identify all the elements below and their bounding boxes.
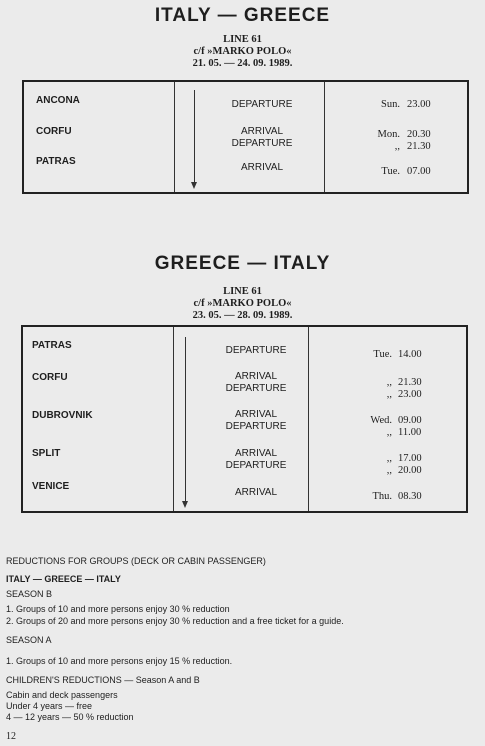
event-label: ARRIVAL bbox=[240, 126, 284, 137]
time-label: 20.00 bbox=[398, 465, 422, 476]
port-name: CORFU bbox=[32, 372, 68, 383]
outbound-title: ITALY — GREECE bbox=[154, 5, 331, 26]
event-label: ARRIVAL bbox=[234, 371, 278, 382]
column-divider bbox=[173, 327, 174, 511]
inbound-line: LINE 61 bbox=[223, 286, 262, 297]
day-label: Mon. bbox=[377, 129, 400, 140]
day-label: Thu. bbox=[372, 491, 392, 502]
column-divider bbox=[324, 82, 325, 192]
time-label: 20.30 bbox=[407, 129, 431, 140]
outbound-period: 21. 05. — 24. 09. 1989. bbox=[192, 58, 293, 69]
season-b-item: 1. Groups of 10 and more persons enjoy 30 % reduction bbox=[6, 604, 230, 614]
event-label: DEPARTURE bbox=[225, 345, 287, 356]
event-label: DEPARTURE bbox=[231, 138, 293, 149]
time-label: 21.30 bbox=[398, 377, 422, 388]
route-arrow bbox=[185, 337, 186, 505]
time-label: 09.00 bbox=[398, 415, 422, 426]
day-label: ,, bbox=[386, 427, 392, 438]
reductions-heading: REDUCTIONS FOR GROUPS (DECK OR CABIN PASSENGER) bbox=[6, 556, 266, 566]
day-label: ,, bbox=[386, 453, 392, 464]
day-label: Sun. bbox=[381, 99, 400, 110]
inbound-ship: c/f »MARKO POLO« bbox=[193, 298, 292, 309]
event-label: ARRIVAL bbox=[240, 162, 284, 173]
inbound-title: GREECE — ITALY bbox=[154, 253, 331, 274]
season-b-heading: SEASON B bbox=[6, 589, 53, 599]
outbound-ship: c/f »MARKO POLO« bbox=[193, 46, 292, 57]
route-arrow bbox=[194, 90, 195, 186]
time-label: 23.00 bbox=[407, 99, 431, 110]
season-b-item: 2. Groups of 20 and more persons enjoy 30 % reduction and a free ticket for a guide. bbox=[6, 616, 344, 626]
reductions-route: ITALY — GREECE — ITALY bbox=[6, 574, 121, 584]
column-divider bbox=[174, 82, 175, 192]
inbound-period: 23. 05. — 28. 09. 1989. bbox=[192, 310, 293, 321]
event-label: DEPARTURE bbox=[225, 383, 287, 394]
inbound-timetable bbox=[21, 325, 468, 513]
time-label: 23.00 bbox=[398, 389, 422, 400]
time-label: 08.30 bbox=[398, 491, 422, 502]
time-label: 21.30 bbox=[407, 141, 431, 152]
children-heading: CHILDREN'S REDUCTIONS — Season A and B bbox=[6, 675, 200, 685]
arrow-head-icon bbox=[191, 182, 197, 189]
event-label: ARRIVAL bbox=[234, 409, 278, 420]
event-label: ARRIVAL bbox=[234, 487, 278, 498]
port-name: CORFU bbox=[36, 126, 72, 137]
time-label: 11.00 bbox=[398, 427, 422, 438]
port-name: ANCONA bbox=[36, 95, 80, 106]
event-label: DEPARTURE bbox=[225, 421, 287, 432]
time-label: 14.00 bbox=[398, 349, 422, 360]
time-label: 07.00 bbox=[407, 166, 431, 177]
day-label: Tue. bbox=[381, 166, 400, 177]
event-label: ARRIVAL bbox=[234, 448, 278, 459]
outbound-timetable bbox=[22, 80, 469, 194]
day-label: ,, bbox=[394, 141, 400, 152]
event-label: DEPARTURE bbox=[231, 99, 293, 110]
day-label: Wed. bbox=[370, 415, 392, 426]
port-name: PATRAS bbox=[36, 156, 76, 167]
event-label: DEPARTURE bbox=[225, 460, 287, 471]
port-name: SPLIT bbox=[32, 448, 61, 459]
children-line: 4 — 12 years — 50 % reduction bbox=[6, 712, 134, 722]
children-line: Under 4 years — free bbox=[6, 701, 93, 711]
port-name: VENICE bbox=[32, 481, 70, 492]
children-line: Cabin and deck passengers bbox=[6, 690, 118, 700]
outbound-line: LINE 61 bbox=[223, 34, 262, 45]
day-label: ,, bbox=[386, 465, 392, 476]
day-label: ,, bbox=[386, 389, 392, 400]
season-a-heading: SEASON A bbox=[6, 635, 52, 645]
port-name: DUBROVNIK bbox=[32, 410, 93, 421]
arrow-head-icon bbox=[182, 501, 188, 508]
port-name: PATRAS bbox=[32, 340, 72, 351]
day-label: ,, bbox=[386, 377, 392, 388]
page-number: 12 bbox=[6, 731, 16, 742]
season-a-item: 1. Groups of 10 and more persons enjoy 15 % reduction. bbox=[6, 656, 233, 666]
time-label: 17.00 bbox=[398, 453, 422, 464]
day-label: Tue. bbox=[373, 349, 392, 360]
